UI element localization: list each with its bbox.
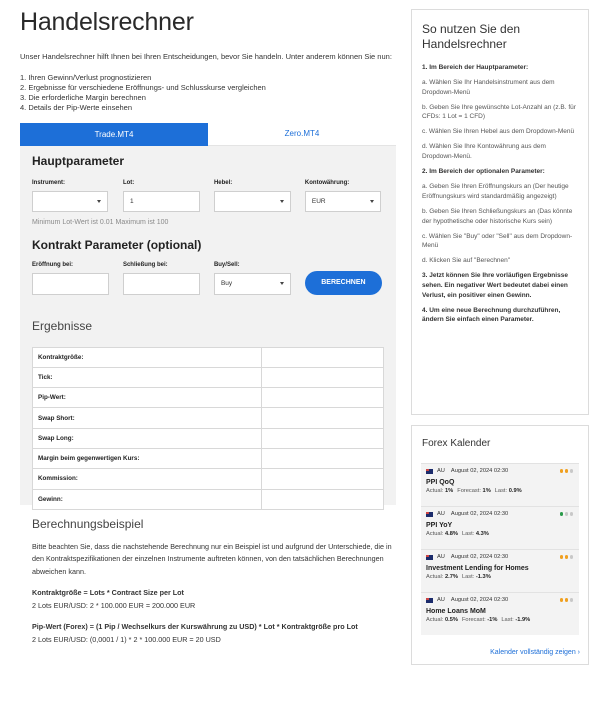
result-label: Tick: bbox=[33, 367, 262, 387]
close-price-input[interactable] bbox=[123, 273, 200, 295]
last-label: Last: bbox=[501, 617, 514, 623]
event-date: August 02, 2024 02:30 bbox=[450, 468, 509, 474]
forex-calendar-card bbox=[411, 425, 589, 665]
result-label: Swap Short: bbox=[33, 408, 262, 428]
list-item: 2. Ergebnisse für verschiedene Eröffnungs- und Schlusskurse vergleichen bbox=[20, 82, 266, 92]
leverage-label: Hebel: bbox=[213, 179, 233, 186]
result-value bbox=[262, 489, 384, 509]
example-text: Bitte beachten Sie, dass die nachstehende Berechnung nur ein Beispiel ist und aufgrund der Unterschiede, die in den Kontraktspezifikationen der einzelnen Instrumente auftreten können, von den tatsächlichen Berechnungen abweichen kann. bbox=[32, 541, 392, 576]
step-text: a. Wählen Sie Ihr Handelsinstrument aus dem Dropdown-Menü bbox=[422, 79, 555, 96]
open-price-input[interactable] bbox=[32, 273, 109, 295]
close-field bbox=[123, 262, 214, 295]
event-values bbox=[426, 531, 574, 537]
buysell-field bbox=[214, 262, 305, 295]
result-label: Pip-Wert: bbox=[33, 388, 262, 408]
howto-card bbox=[411, 9, 589, 415]
event-meta bbox=[426, 511, 574, 517]
account-tabs bbox=[20, 123, 396, 146]
event-meta bbox=[426, 597, 574, 603]
step-text: b. Geben Sie Ihre gewünschte Lot-Anzahl an (z.B. für CFDs: 1 Lot = 1 CFD) bbox=[422, 103, 576, 121]
open-label: Eröffnung bei: bbox=[32, 261, 73, 268]
impact-dot bbox=[560, 469, 564, 473]
event-name: Investment Lending for Homes bbox=[426, 565, 529, 572]
instrument-label: Instrument: bbox=[32, 179, 65, 186]
step-text: d. Klicken Sie auf "Berechnen" bbox=[422, 257, 511, 265]
list-item: 3. Die erforderliche Margin berechnen bbox=[20, 92, 146, 102]
actual-value: 0.5% bbox=[444, 617, 458, 623]
intro-text: Unser Handelsrechner hilft Ihnen bei Ihren Entscheidungen, bevor Sie handeln. Unter anderem können Sie nun: bbox=[20, 52, 392, 61]
table-row bbox=[33, 489, 384, 509]
lot-limits-note: Minimum Lot-Wert ist 0.01 Maximum ist 100 bbox=[32, 218, 169, 226]
calculator-panel bbox=[20, 146, 396, 505]
calculator-column bbox=[20, 0, 396, 646]
results-heading: Ergebnisse bbox=[32, 318, 93, 333]
instrument-field bbox=[32, 180, 123, 212]
leverage-field bbox=[214, 180, 305, 212]
step-text: 2. Im Bereich der optionalen Parameter: bbox=[422, 168, 545, 176]
sidebar bbox=[411, 9, 589, 665]
last-label: Last: bbox=[494, 488, 508, 494]
actual-label: Actual: bbox=[426, 531, 444, 537]
table-row bbox=[33, 347, 384, 367]
chevron-down-icon bbox=[280, 200, 284, 203]
last-label: Last: bbox=[461, 531, 475, 537]
impact-icon bbox=[558, 512, 573, 516]
currency-select[interactable]: EUR bbox=[305, 191, 381, 212]
impact-dot bbox=[565, 469, 569, 473]
lot-label: Lot: bbox=[122, 179, 135, 186]
impact-dot bbox=[565, 512, 569, 516]
last-value: -1.9% bbox=[515, 617, 531, 623]
impact-icon bbox=[558, 469, 573, 473]
event-date: August 02, 2024 02:30 bbox=[450, 511, 509, 517]
list-item: 1. Ihren Gewinn/Verlust prognostizieren bbox=[20, 72, 152, 82]
open-field bbox=[32, 262, 123, 295]
forecast-value: 1% bbox=[482, 488, 491, 494]
forex-event-list bbox=[412, 463, 588, 635]
result-label: Kontraktgröße: bbox=[33, 347, 262, 367]
forex-heading: Forex Kalender bbox=[422, 438, 491, 449]
calendar-more-link[interactable]: Kalender vollständig zeigen › bbox=[490, 649, 580, 656]
impact-dot bbox=[565, 598, 569, 602]
table-row bbox=[33, 388, 384, 408]
step-text: d. Wählen Sie Ihre Kontowährung aus dem Dropdown-Menü. bbox=[422, 143, 546, 161]
tab-zero-mt4[interactable]: Zero.MT4 bbox=[208, 123, 396, 146]
event-meta bbox=[426, 554, 574, 560]
flag-icon bbox=[426, 469, 433, 474]
actual-label: Actual: bbox=[426, 574, 444, 580]
feature-list bbox=[20, 73, 396, 113]
chevron-down-icon bbox=[370, 200, 374, 203]
forex-event[interactable] bbox=[421, 506, 579, 549]
main-params-heading: Hauptparameter bbox=[32, 153, 125, 168]
last-value: -1.3% bbox=[475, 574, 491, 580]
calc-button-wrap bbox=[305, 269, 384, 295]
step-text: 1. Im Bereich der Hauptparameter: bbox=[422, 64, 529, 71]
last-label: Last: bbox=[461, 574, 475, 580]
event-values bbox=[426, 617, 574, 623]
event-values bbox=[426, 488, 574, 494]
table-row bbox=[33, 408, 384, 428]
impact-dot bbox=[570, 469, 574, 473]
page-title: Handelsrechner bbox=[20, 8, 194, 36]
chevron-down-icon bbox=[280, 282, 284, 285]
actual-value: 2.7% bbox=[444, 574, 458, 580]
actual-label: Actual: bbox=[426, 488, 444, 494]
impact-dot bbox=[560, 598, 564, 602]
currency-label: Kontowährung: bbox=[304, 179, 350, 186]
step-text: c. Wählen Sie Ihren Hebel aus dem Dropdown-Menü bbox=[422, 128, 575, 136]
forex-event[interactable] bbox=[421, 592, 579, 635]
buysell-label: Buy/Sell: bbox=[213, 261, 240, 268]
example-contract-size bbox=[32, 587, 396, 612]
event-country: AU bbox=[437, 597, 445, 603]
result-value bbox=[262, 367, 384, 387]
chevron-down-icon bbox=[97, 200, 101, 203]
step-text: 3. Jetzt können Sie Ihre vorläufigen Ergebnisse sehen. Ein negativer Wert bedeutet dabei einen Verlust, ein positiver einen Gewinn. bbox=[422, 272, 568, 299]
lot-input[interactable]: 1 bbox=[123, 191, 200, 212]
result-label: Gewinn: bbox=[33, 489, 262, 509]
example-pip-value bbox=[32, 621, 396, 646]
table-row bbox=[33, 469, 384, 489]
last-value: 4.3% bbox=[475, 531, 489, 537]
event-country: AU bbox=[437, 468, 445, 474]
impact-dot bbox=[565, 555, 569, 559]
result-value bbox=[262, 388, 384, 408]
actual-label: Actual: bbox=[426, 617, 444, 623]
last-value: 0.9% bbox=[508, 488, 522, 494]
step-text: 4. Um eine neue Berechnung durchzuführen, ändern Sie einfach einen Parameter. bbox=[422, 306, 561, 324]
impact-dot bbox=[570, 555, 574, 559]
event-values bbox=[426, 574, 574, 580]
forecast-label: Forecast: bbox=[461, 617, 486, 623]
event-date: August 02, 2024 02:30 bbox=[450, 597, 509, 603]
result-value bbox=[262, 428, 384, 448]
event-country: AU bbox=[437, 511, 445, 517]
table-row bbox=[33, 448, 384, 468]
impact-dot bbox=[570, 512, 574, 516]
howto-steps bbox=[422, 63, 578, 325]
flag-icon bbox=[426, 598, 433, 603]
event-name: Home Loans MoM bbox=[426, 608, 486, 615]
list-item: 4. Details der Pip-Werte einsehen bbox=[20, 102, 133, 112]
forecast-value: -1% bbox=[487, 617, 498, 623]
event-name: PPI YoY bbox=[426, 522, 453, 529]
result-label: Swap Long: bbox=[33, 428, 262, 448]
leverage-select[interactable] bbox=[214, 191, 291, 212]
step-text: a. Geben Sie Ihren Eröffnungskurs an (Der heutige Eröffnungskurs wird standardmäßig angezeigt) bbox=[422, 183, 569, 200]
forex-event[interactable] bbox=[421, 463, 579, 506]
example-section bbox=[20, 517, 396, 647]
formula-example: 2 Lots EUR/USD: (0,0001 / 1) * 2 * 100.000 EUR = 20 USD bbox=[32, 634, 221, 644]
table-row bbox=[33, 367, 384, 387]
impact-icon bbox=[558, 555, 573, 559]
results-table bbox=[32, 347, 384, 510]
impact-dot bbox=[560, 555, 564, 559]
result-label: Kommission: bbox=[33, 469, 262, 489]
formula: Pip-Wert (Forex) = (1 Pip / Wechselkurs der Kurswährung zu USD) * Lot * Kontraktgröße pro Lot bbox=[32, 622, 358, 631]
result-value bbox=[262, 469, 384, 489]
forecast-label: Forecast: bbox=[457, 488, 481, 494]
flag-icon bbox=[426, 512, 433, 517]
step-text: b. Geben Sie Ihren Schließungskurs an (Das könnte der hypothetische oder historische Kurs sein) bbox=[422, 207, 573, 225]
formula: Kontraktgröße = Lots * Contract Size per Lot bbox=[32, 588, 184, 597]
contract-params-row bbox=[32, 262, 384, 295]
actual-value: 4.8% bbox=[444, 531, 458, 537]
formula-example: 2 Lots EUR/USD: 2 * 100.000 EUR = 200.000 EUR bbox=[32, 600, 196, 610]
example-heading: Berechnungsbeispiel bbox=[32, 516, 144, 531]
event-name: PPI QoQ bbox=[426, 479, 455, 486]
tab-trade-mt4[interactable]: Trade.MT4 bbox=[20, 123, 208, 146]
calculate-button[interactable]: BERECHNEN bbox=[305, 271, 382, 295]
result-value bbox=[262, 347, 384, 367]
event-date: August 02, 2024 02:30 bbox=[450, 554, 509, 560]
actual-value: 1% bbox=[444, 488, 454, 494]
impact-icon bbox=[558, 598, 573, 602]
table-row bbox=[33, 428, 384, 448]
main-params-row bbox=[32, 180, 384, 212]
forex-event[interactable] bbox=[421, 549, 579, 592]
instrument-select[interactable] bbox=[32, 191, 108, 212]
event-meta bbox=[426, 468, 574, 474]
result-value bbox=[262, 448, 384, 468]
buysell-select[interactable]: Buy bbox=[214, 273, 291, 295]
howto-heading: So nutzen Sie den Handelsrechner bbox=[422, 22, 521, 51]
currency-field bbox=[305, 180, 384, 212]
lot-field bbox=[123, 180, 214, 212]
result-label: Margin beim gegenwertigen Kurs: bbox=[33, 448, 262, 468]
event-country: AU bbox=[437, 554, 445, 560]
impact-dot bbox=[570, 598, 574, 602]
flag-icon bbox=[426, 555, 433, 560]
step-text: c. Wählen Sie "Buy" oder "Sell" aus dem Dropdown-Menü bbox=[422, 232, 573, 250]
result-value bbox=[262, 408, 384, 428]
impact-dot bbox=[560, 512, 564, 516]
contract-params-heading: Kontrakt Parameter (optional) bbox=[32, 237, 202, 252]
close-label: Schließung bei: bbox=[122, 261, 168, 268]
